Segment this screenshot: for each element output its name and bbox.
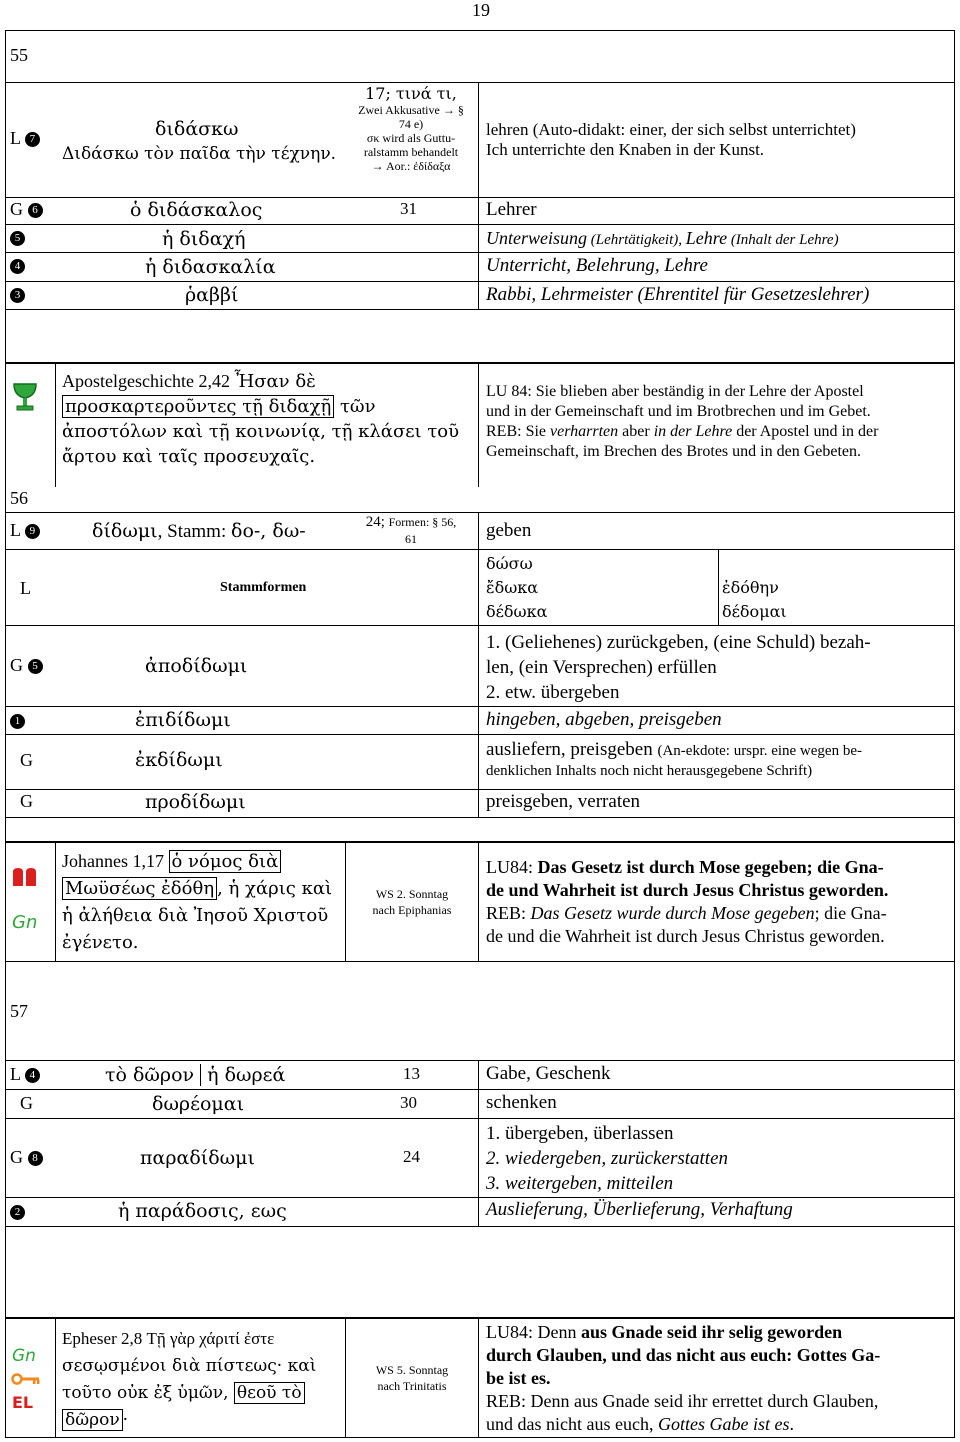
meaning: geben bbox=[486, 520, 532, 541]
lemma: ἡ παράδοσις, εως bbox=[118, 1200, 287, 1222]
meaning: Unterricht, Belehrung, Lehre bbox=[486, 255, 708, 276]
verse-greek: Epheser 2,8 Τῇ γὰρ χάριτί ἐστε σεσῳσμένοι διὰ πίστεως· καὶ τοῦτο οὐκ ἐξ ὑμῶν, θεοῦ τὸ δῶρον · bbox=[62, 1329, 317, 1430]
frequency-badge: 3 bbox=[10, 288, 25, 303]
chalice-icon bbox=[10, 380, 40, 414]
meaning: lehren (Auto-didakt: einer, der sich selbst unterrichtet) bbox=[486, 120, 856, 139]
frequency-badge: 7 bbox=[25, 132, 40, 147]
meaning: schenken bbox=[486, 1092, 557, 1113]
lemma: ἀποδίδωμι bbox=[145, 655, 248, 677]
row-tag bbox=[10, 256, 25, 275]
key-icon bbox=[11, 1372, 41, 1386]
meaning: Ich unterrichte den Knaben in der Kunst. bbox=[486, 140, 765, 159]
verse-translation: LU 84: Sie blieben aber beständig in der Lehre der Apostel und in der Gemeinschaft und im Brotbrechen und im Gebet. REB: Sie verharrten aber in der Lehre der Apostel und in der Gemeinschaft, im Brechen des Brotes und in den Gebeten. bbox=[486, 383, 879, 460]
page-number: 19 bbox=[472, 0, 490, 20]
stem-form: ἐδόθην bbox=[722, 578, 779, 597]
row-tag: G bbox=[20, 791, 33, 811]
meaning: preisgeben, verraten bbox=[486, 791, 641, 812]
meaning: ausliefern, preisgeben (An-ekdote: urspr. eine wegen be- denklichen Inhalts noch nicht herausgegebene Schrift) bbox=[486, 739, 862, 779]
note: 17; τινά τι, Zwei Akkusative → § 74 e) σκ wird als Guttu- ralstamm behandelt → Aor.: ἐδίδαξα bbox=[358, 84, 464, 173]
meaning: 1. (Geliehenes) zurückgeben, (eine Schuld) bezah- len, (ein Versprechen) erfüllen 2. etw. übergeben bbox=[486, 632, 871, 703]
verse-translation: LU84: Denn aus Gnade seid ihr selig geworden durch Glauben, und das nicht aus euch: Gottes Ga- be ist es. REB: Denn aus Gnade seid ihr errettet durch Glauben, und das nicht aus euch, Gottes Gabe ist es. bbox=[486, 1322, 881, 1434]
row-tag: G 5 bbox=[10, 655, 43, 677]
row-tag: L 9 bbox=[10, 520, 40, 542]
frequency-badge: 9 bbox=[25, 524, 40, 539]
ws-note: WS 5. Sonntag nach Trinitatis bbox=[375, 1363, 449, 1393]
meaning: hingeben, abgeben, preisgeben bbox=[486, 709, 722, 730]
meaning: Auslieferung, Überlieferung, Verhaftung bbox=[486, 1199, 793, 1220]
row-tag: G 6 bbox=[10, 199, 43, 221]
highlighted-phrase: προσκαρτεροῦντες τῇ διδαχῇ bbox=[62, 395, 334, 418]
verse-greek: Johannes 1,17 ὁ νόμος διὰ Μωϋσέως ἐδόθη , ἡ χάρις καὶ ἡ ἀλήθεια διὰ Ἰησοῦ Χριστοῦ ἐγένετο. bbox=[62, 851, 333, 953]
row-tag bbox=[10, 285, 25, 304]
meaning: Lehrer bbox=[486, 199, 537, 220]
chapter-number: 31 bbox=[400, 199, 417, 218]
lemma: ἡ διδασκαλία bbox=[145, 256, 276, 278]
tablets-icon bbox=[11, 866, 41, 888]
row-tag: L 7 bbox=[10, 128, 40, 150]
lemma: ἐκδίδωμι bbox=[135, 749, 223, 771]
row-tag: G bbox=[20, 750, 33, 770]
row-tag: L bbox=[20, 578, 31, 598]
genesis-icon: Gn bbox=[12, 912, 38, 933]
chapter-number: 30 bbox=[400, 1093, 417, 1112]
lemma: δωρέομαι bbox=[152, 1093, 245, 1115]
el-icon: EL bbox=[12, 1393, 34, 1412]
note: 24; Formen: § 56, 61 bbox=[365, 514, 457, 546]
row-tag bbox=[10, 711, 25, 730]
chapter-number: 24 bbox=[403, 1147, 420, 1166]
meaning: Rabbi, Lehrmeister (Ehrentitel für Gesetzeslehrer) bbox=[486, 284, 870, 305]
frequency-badge: 5 bbox=[10, 231, 25, 246]
row-tag: G 8 bbox=[10, 1147, 43, 1169]
highlighted-phrase: Μωϋσέως ἐδόθη bbox=[62, 877, 217, 900]
frequency-badge: 8 bbox=[28, 1151, 43, 1166]
example-sentence: Διδάσκω τὸν παῖδα τὴν τέχνην. bbox=[62, 144, 337, 164]
frequency-badge: 6 bbox=[28, 203, 43, 218]
forms-label: Stammformen bbox=[220, 580, 307, 595]
frequency-badge: 1 bbox=[10, 714, 25, 729]
lemma: προδίδωμι bbox=[145, 791, 246, 813]
meaning: Unterweisung (Lehrtätigkeit), Lehre (Inhalt der Lehre) bbox=[486, 228, 839, 248]
section-number: 55 bbox=[10, 45, 28, 65]
highlighted-phrase: ὁ νόμος διὰ bbox=[169, 850, 282, 873]
meaning: Gabe, Geschenk bbox=[486, 1063, 611, 1084]
stem-form: δώσω bbox=[486, 554, 533, 573]
lemma: ῥαββί bbox=[185, 284, 239, 306]
stem-form: δέδομαι bbox=[722, 602, 787, 621]
highlighted-phrase: δῶρον bbox=[62, 1409, 123, 1431]
section-57-frame bbox=[5, 962, 955, 1318]
row-tag: L 4 bbox=[10, 1064, 40, 1086]
stem-form: ἔδωκα bbox=[486, 578, 539, 597]
row-tag bbox=[10, 228, 25, 247]
lemma: ἡ διδαχή bbox=[162, 228, 246, 250]
genesis-icon: Gn bbox=[12, 1346, 36, 1366]
frequency-badge: 2 bbox=[10, 1205, 25, 1220]
section-number: 56 bbox=[10, 488, 28, 508]
lemma: τὸ δῶρον ἡ δωρεά bbox=[105, 1064, 286, 1086]
lemma: ἐπιδίδωμι bbox=[135, 709, 231, 731]
verse-greek: Apostelgeschichte 2,42 Ἦσαν δὲ προσκαρτεροῦντες τῇ διδαχῇ τῶν ἀποστόλων καὶ τῇ κοινωνίᾳ, τῇ κλάσει τοῦ ἄρτου καὶ ταῖς προσευχαῖς. bbox=[62, 371, 460, 467]
lemma: δίδωμι, Stamm: δο-, δω- bbox=[92, 520, 306, 542]
lemma: παραδίδωμι bbox=[140, 1147, 255, 1169]
verse-translation: LU84: Das Gesetz ist durch Mose gegeben; die Gna- de und Wahrheit ist durch Jesus Christus geworden. REB: Das Gesetz wurde durch Mose gegeben; die Gna- de und die Wahrheit ist durch Jesus Christus geworden. bbox=[486, 857, 889, 946]
ws-note: WS 2. Sonntag nach Epiphanias bbox=[372, 887, 452, 917]
chapter-number: 13 bbox=[403, 1064, 420, 1083]
frequency-badge: 5 bbox=[28, 659, 43, 674]
meaning: 1. übergeben, überlassen 2. wiedergeben, zurückerstatten 3. weitergeben, mitteilen bbox=[486, 1123, 729, 1194]
highlighted-phrase: θεοῦ τὸ bbox=[234, 1382, 305, 1404]
lemma: ὁ διδάσκαλος bbox=[130, 199, 263, 221]
frequency-badge: 4 bbox=[25, 1068, 40, 1083]
section-number: 57 bbox=[10, 1001, 28, 1021]
row-tag: G bbox=[20, 1093, 33, 1113]
frequency-badge: 4 bbox=[10, 259, 25, 274]
row-tag bbox=[10, 1202, 25, 1221]
lemma: διδάσκω bbox=[155, 118, 239, 140]
stem-form: δέδωκα bbox=[486, 602, 548, 621]
